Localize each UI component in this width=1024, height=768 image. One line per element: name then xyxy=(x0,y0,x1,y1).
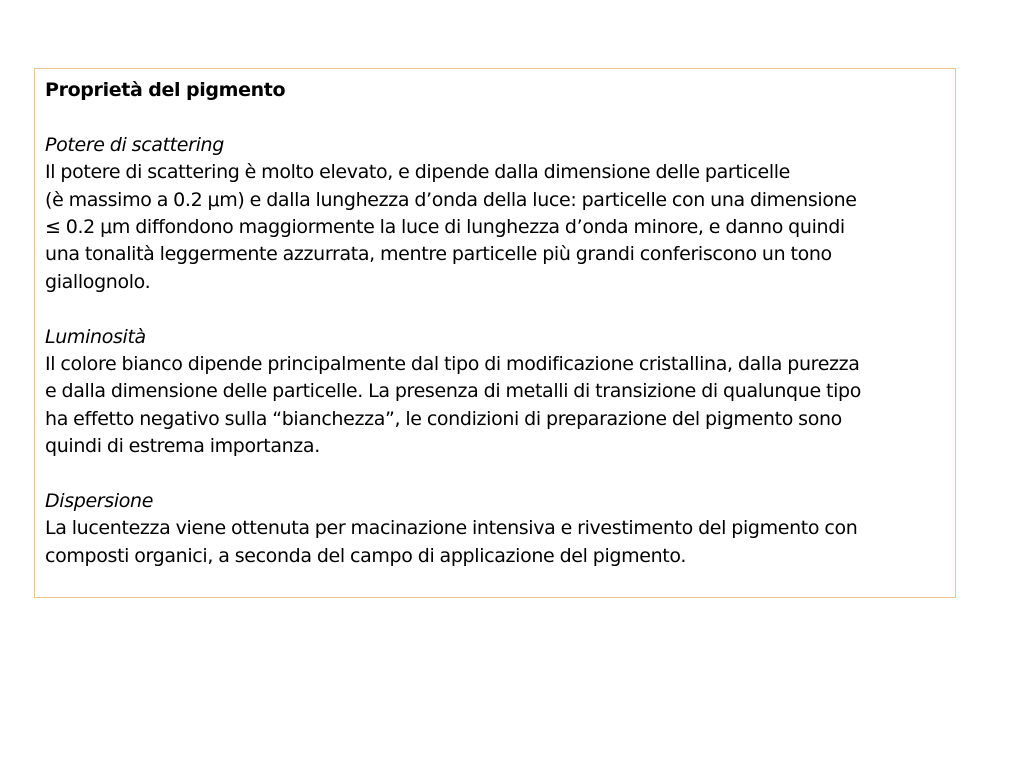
body-line: e dalla dimensione delle particelle. La presenza di metalli di transizione di qualunque tipo xyxy=(45,380,861,403)
body-line: una tonalità leggermente azzurrata, mentre particelle più grandi conferiscono un tono xyxy=(45,243,832,266)
section-body-luminosita xyxy=(45,351,945,461)
body-line: La lucentezza viene ottenuta per macinazione intensiva e rivestimento del pigmento con xyxy=(45,517,858,540)
slide-title: Proprietà del pigmento xyxy=(45,79,286,101)
section-heading-scattering: Potere di scattering xyxy=(45,133,224,156)
text-box xyxy=(34,68,956,598)
body-line: composti organici, a seconda del campo di applicazione del pigmento. xyxy=(45,544,687,567)
section-body-dispersione xyxy=(45,515,945,570)
body-line: Il potere di scattering è molto elevato, e dipende dalla dimensione delle particelle xyxy=(45,161,791,184)
body-line: giallognolo. xyxy=(45,270,151,293)
body-line: ha effetto negativo sulla “bianchezza”, le condizioni di preparazione del pigmento sono xyxy=(45,407,842,430)
spacer xyxy=(45,461,945,488)
spacer xyxy=(45,296,945,323)
section-body-scattering xyxy=(45,159,945,296)
section-heading-luminosita: Luminosità xyxy=(45,325,146,348)
body-line: Il colore bianco dipende principalmente dal tipo di modificazione cristallina, dalla purezza xyxy=(45,353,860,376)
spacer xyxy=(45,104,945,131)
body-line: (è massimo a 0.2 μm) e dalla lunghezza d’onda della luce: particelle con una dimensione xyxy=(45,188,857,211)
body-line: ≤ 0.2 μm diffondono maggiormente la luce di lunghezza d’onda minore, e danno quindi xyxy=(45,216,845,239)
section-heading-dispersione: Dispersione xyxy=(45,490,154,513)
body-line: quindi di estrema importanza. xyxy=(45,435,320,458)
